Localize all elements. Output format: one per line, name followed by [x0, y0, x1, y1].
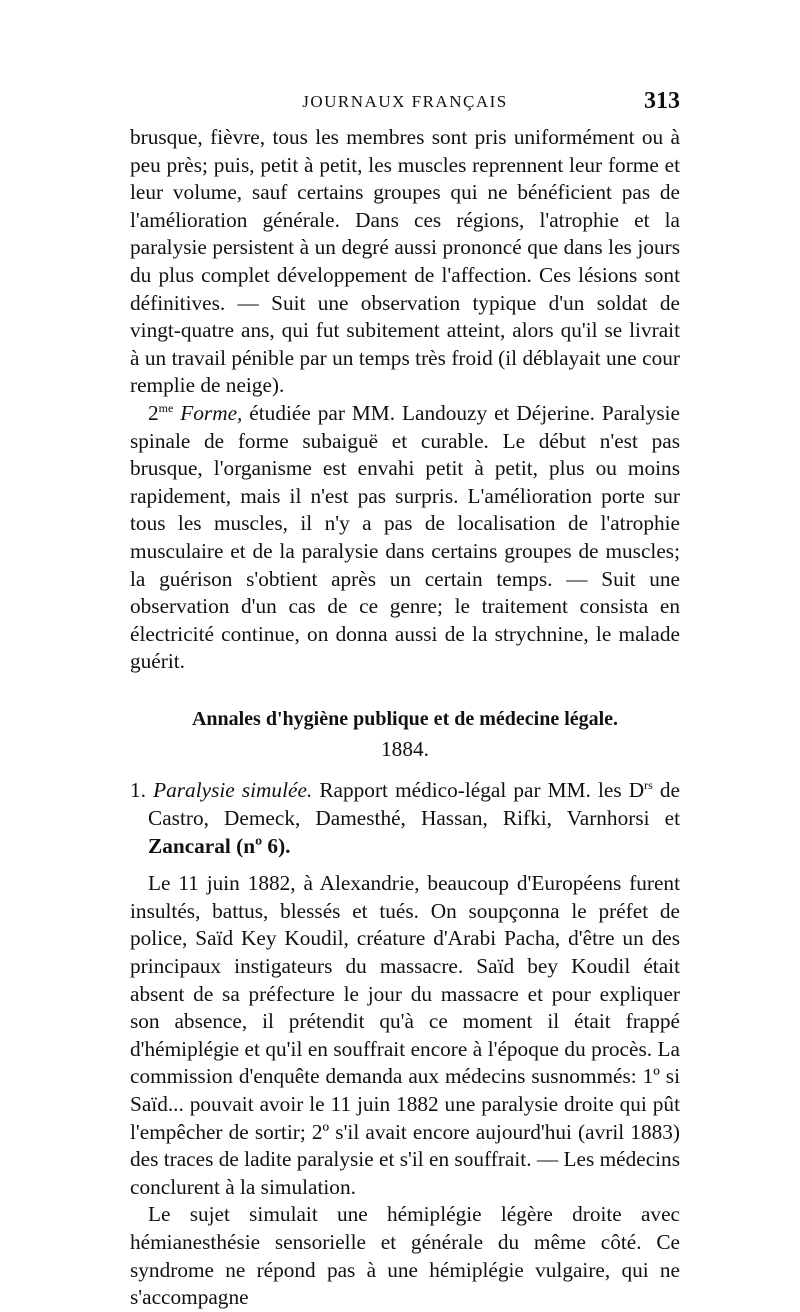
reference-title: Paralysie simulée. — [153, 778, 313, 803]
reference-number: 1. — [130, 778, 146, 803]
page-body — [130, 124, 680, 1312]
reference-text-b: de Castro, Demeck, Damesthé, Hassan, Rifki, Varnhorsi et — [148, 778, 681, 831]
paragraph-4: Le sujet simulait une hémiplégie légère droite avec hémianesthésie sensorielle et générale du même côté. Ce syndrome ne répond pas à une hémiplégie vulgaire, qui ne s'accompagne — [130, 1202, 680, 1310]
section-year: 1884. — [381, 736, 429, 761]
form-ordinal-suffix: me — [158, 400, 174, 415]
form-number: 2 — [148, 400, 159, 425]
reference-text-a: Rapport médico-légal par MM. les D — [312, 778, 645, 803]
running-header — [130, 88, 680, 118]
form-label: Forme, — [180, 400, 243, 425]
paragraph-2-text: étudiée par MM. Landouzy et Déjerine. Paralysie spinale de forme subaiguë et curable. Le début n'est pas brusque, l'organisme est envahi petit à petit, plus ou moins rapidement, mais il n'est pas surpris. L'amélioration porte sur tous les muscles, il n'y a pas de localisation de l'atrophie musculaire et de la paralysie dans certains groupes de muscles; la guérison s'obtient après un certain temps. — Suit une observation d'un cas de ce genre; le traitement consista en électricité continue, on donna aussi de la strychnine, le malade guérit. — [130, 400, 681, 674]
section-title: Annales d'hygiène publique et de médecine légale. — [191, 707, 619, 730]
reference-last: Zancaral (nº 6). — [148, 833, 291, 858]
paragraph-1: brusque, fièvre, tous les membres sont pris uniformément ou à peu près; puis, petit à petit, les muscles reprennent leur forme et leur volume, sauf certains groupes qui ne bénéficient pas de l'amélioration générale. Dans ces régions, l'atrophie et la paralysie persistent à un degré aussi prononcé que dans les jours du plus complet développement de l'affection. Ces lésions sont définitives. — Suit une observation typique d'un soldat de vingt-quatre ans, qui fut subitement atteint, alors qu'il se livrait à un travail pénible par un temps très froid (il déblayait une cour remplie de neige). — [130, 125, 680, 398]
paragraph-3: Le 11 juin 1882, à Alexandrie, beaucoup d'Européens furent insultés, battus, blessés et tués. On soupçonna le préfet de police, Saïd Key Koudil, créature d'Arabi Pacha, d'être un des principaux instigateurs du massacre. Saïd bey Koudil était absent de sa préfecture le jour du massacre et pour expliquer son absence, il prétendit qu'à ce moment il était frappé d'hémiplégie et qu'il en souffrait encore à l'époque du procès. La commission d'enquête demanda aux médecins susnommés: 1º si Saïd... pouvait avoir le 11 juin 1882 une paralysie droite qui pût l'empêcher de sortir; 2º s'il avait encore aujourd'hui (avril 1883) des traces de ladite paralysie et s'il en souffrait. — Les médecins conclurent à la simulation. — [130, 871, 680, 1199]
paragraph-2 — [130, 400, 680, 676]
page-number: 313 — [644, 88, 680, 114]
running-title: JOURNAUX FRANÇAIS — [302, 92, 508, 111]
reference-sup: rs — [644, 778, 653, 793]
reference-entry — [130, 777, 680, 860]
